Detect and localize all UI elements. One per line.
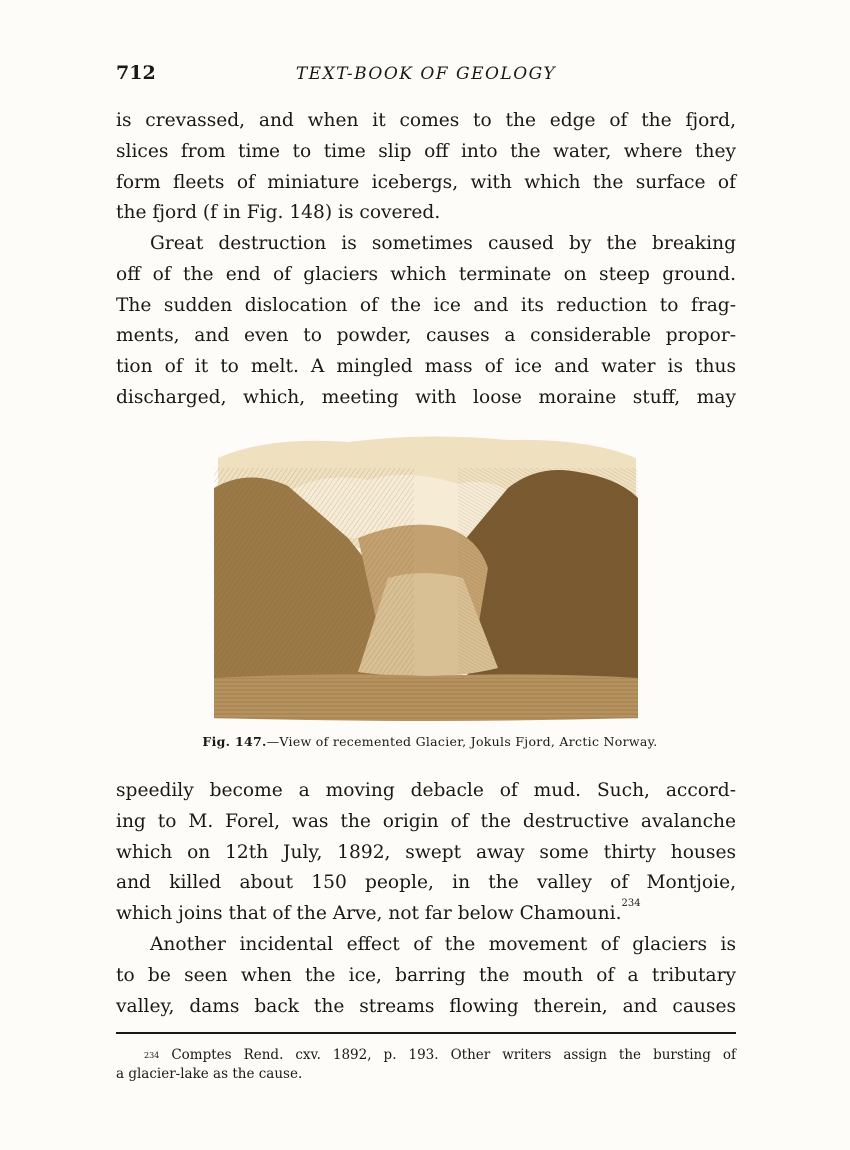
text-line: valley, dams back the streams flowing therein, and causes	[116, 995, 736, 1017]
glacier-illustration	[208, 428, 644, 726]
paragraph-debacle	[116, 776, 736, 930]
page-header	[116, 62, 736, 92]
figure-label: Fig. 147.	[202, 734, 267, 749]
footnote-line: a glacier-lake as the cause.	[116, 1066, 303, 1082]
footnote-line	[116, 1046, 736, 1065]
text-line	[116, 899, 736, 930]
footnote-text: Comptes Rend. cxv. 1892, p. 193. Other writers assign the bursting of	[171, 1047, 737, 1063]
text-line: ing to M. Forel, was the origin of the destructive avalanche	[116, 810, 736, 832]
paragraph-continued	[116, 106, 736, 229]
shading	[458, 468, 638, 688]
figure-caption	[160, 734, 700, 749]
paragraph-destruction	[116, 229, 736, 414]
shading	[214, 468, 414, 688]
text-line: ments, and even to powder, causes a considerable propor-	[116, 325, 736, 347]
text-line: Great destruction is sometimes caused by the breaking	[150, 233, 736, 254]
text-line: The sudden dislocation of the ice and its reduction to frag-	[116, 294, 736, 316]
text-line: off of the end of glaciers which terminate on steep ground.	[116, 263, 736, 285]
running-title: TEXT-BOOK OF GEOLOGY	[295, 64, 557, 84]
water-ripples	[214, 678, 638, 720]
text-line: which on 12th July, 1892, swept away some thirty houses	[116, 841, 736, 863]
text-line: to be seen when the ice, barring the mouth of a tributary	[116, 964, 736, 986]
text-line: speedily become a moving debacle of mud. Such, accord-	[116, 780, 736, 801]
text-line: tion of it to melt. A mingled mass of ice and water is thus	[116, 356, 736, 378]
text-line-content: which joins that of the Arve, not far below Chamouni.	[116, 903, 622, 925]
text-line: and killed about 150 people, in the valley of Montjoie,	[116, 872, 736, 894]
figure-caption-text: —View of recemented Glacier, Jokuls Fjord, Arctic Norway.	[266, 734, 658, 749]
footnote-number: 234	[144, 1051, 160, 1060]
footnote-divider	[116, 1032, 736, 1034]
text-line: Another incidental effect of the movement of glaciers is	[150, 934, 736, 955]
text-line: slices from time to time slip off into the water, where they	[116, 140, 736, 162]
text-line: is crevassed, and when it comes to the edge of the fjord,	[116, 110, 736, 131]
text-line: form fleets of miniature icebergs, with which the surface of	[116, 171, 736, 193]
footnote-reference[interactable]: 234	[621, 898, 641, 910]
text-line: the fjord (f in Fig. 148) is covered.	[116, 202, 441, 224]
page-number: 712	[116, 62, 156, 84]
paragraph-glacier-dams	[116, 930, 736, 1022]
text-line: discharged, which, meeting with loose moraine stuff, may	[116, 386, 736, 408]
footnote	[116, 1046, 736, 1084]
